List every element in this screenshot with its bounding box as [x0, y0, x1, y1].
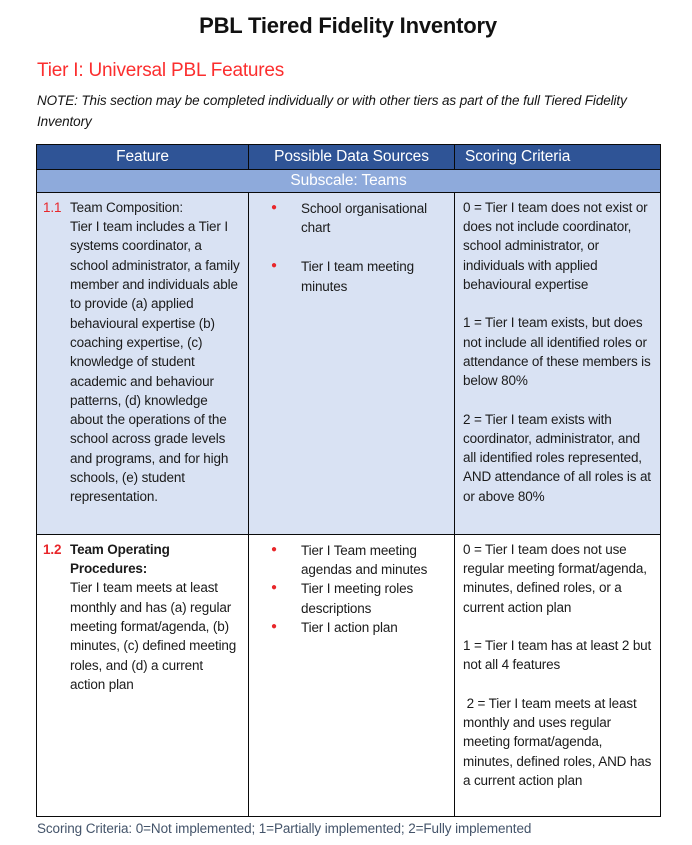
item-number-1-2: 1.2: [43, 541, 62, 557]
data-source-item: ● Tier I Team meeting agendas and minutes: [249, 541, 446, 580]
table-row-1-2: [37, 534, 661, 816]
feature-description-1-2: Tier I team meets at least monthly and has (a) regular meeting format/agenda, (b) minutes, (c) defined meeting roles, and (d) a current action plan: [70, 580, 237, 692]
scoring-option-0: 0 = Tier I team does not use regular meeting format/agenda, minutes, defined roles, or a current action plan: [463, 541, 647, 615]
fidelity-inventory-table: [36, 144, 661, 817]
scoring-option-1: 1 = Tier I team exists, but does not include all identified roles or attendance of these members is below 80%: [463, 315, 651, 389]
feature-description-1-1: Tier I team includes a Tier I systems coordinator, a school administrator, a family member and individuals able to provide (a) applied behavioural expertise (b) coaching expertise, (c) knowledge of student academic and behaviour patterns, (d) knowledge about the operations of the school across grade levels and programs, and for high schools, (e) student representation.: [70, 219, 240, 505]
data-sources-list-1-2: [249, 541, 446, 637]
scoring-option-2: 2 = Tier I team exists with coordinator, administrator, and all identified roles represented, AND attendance of all roles is at or above 80%: [463, 411, 651, 504]
item-number-1-1: 1.1: [43, 199, 62, 215]
section-note: NOTE: This section may be completed individually or with other tiers as part of the full Tiered Fidelity Inventory: [37, 93, 627, 129]
scoring-criteria-legend: Scoring Criteria: 0=Not implemented; 1=Partially implemented; 2=Fully implemented: [37, 820, 532, 836]
data-source-item: ● Tier I action plan: [249, 618, 446, 637]
feature-cell-1-1: [37, 192, 249, 534]
column-header-feature: Feature: [37, 144, 249, 169]
page-title: PBL Tiered Fidelity Inventory: [199, 13, 497, 38]
column-header-scoring-criteria: Scoring Criteria: [455, 144, 661, 169]
data-sources-cell-1-1: [249, 192, 455, 534]
feature-cell-1-2: [37, 534, 249, 816]
data-sources-cell-1-2: [249, 534, 455, 816]
data-source-item: ● School organisational chart: [249, 199, 446, 238]
scoring-option-0: 0 = Tier I team does not exist or does not include coordinator, school administrator, or individuals with applied behavioural expertise: [463, 199, 648, 293]
scoring-cell-1-1: [455, 192, 661, 534]
data-source-item: ● Tier I meeting roles descriptions: [249, 579, 446, 618]
table-row-1-1: [37, 192, 661, 534]
data-source-item: ● Tier I team meeting minutes: [249, 257, 446, 296]
scoring-cell-1-2: [455, 534, 661, 816]
scoring-option-1: 1 = Tier I team has at least 2 but not all 4 features: [463, 638, 652, 673]
subscale-row: [37, 169, 661, 192]
table-header-row: [37, 144, 661, 169]
section-heading: Tier I: Universal PBL Features: [37, 60, 285, 81]
feature-title-1-2: Team Operating Procedures:: [70, 541, 170, 577]
feature-title-1-1: Team Composition:: [70, 199, 183, 215]
column-header-data-sources: Possible Data Sources: [249, 144, 455, 169]
scoring-option-2: 2 = Tier I team meets at least monthly and uses regular meeting format/agenda, minutes, defined roles, AND has a current action plan: [463, 695, 652, 788]
data-sources-list-1-1: [249, 199, 446, 296]
subscale-label: Subscale: Teams: [37, 169, 661, 192]
